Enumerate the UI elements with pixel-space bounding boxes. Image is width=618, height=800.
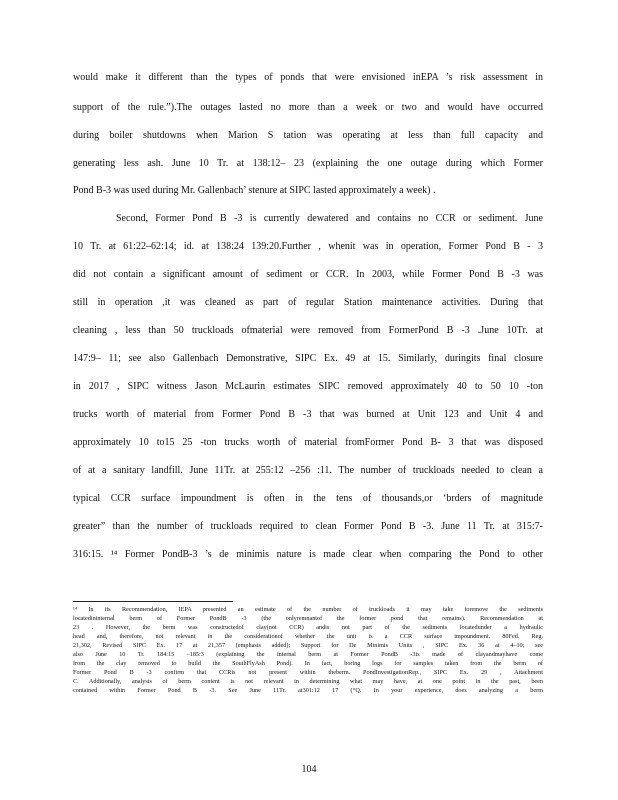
footnote-line: contained within Former Pond B -3. See June 11Tr. at301:12 17 (“Q. In your experience, does analyzing a berm bbox=[73, 687, 543, 694]
body-line: Second, Former Pond B -3 is currently dewatered and contains no CCR or sediment. June bbox=[116, 213, 543, 224]
body-line: cleaning , less than 50 truckloads ofmaterial were removed from FormerPond B -3 .June 10Tr. at bbox=[73, 325, 543, 336]
footnote-line: Former Pond B -3 confirm that CCRis not present within theberm. PondInvestigationRep., SIPC Ex. 29 , Attachment bbox=[73, 669, 543, 676]
footnote-line: 21,302, Revised SIPC Ex. 17 at 21,357 (emphasis added); Support for De Minimis Units , SIPC Ex. 36 at 4–10; see bbox=[73, 642, 543, 649]
body-line: trucks worth of material from Former Pond B -3 that was burned at Unit 123 and Unit 4 and bbox=[73, 409, 543, 420]
body-line: of at a sanitary landfill. June 11Tr. at 255:12 –256 :11. The number of truckloads needed to clean a bbox=[73, 465, 543, 476]
body-line: would make it different than the types of ponds that were envisioned inEPA ’s risk assessment in bbox=[73, 72, 543, 83]
footnote-line: head and, therefore, not relevant in the considerationof whether the unit is a CCR surface impoundment. 80Fed. Reg. bbox=[73, 633, 543, 640]
body-line: approximately 10 to15 25 -ton trucks worth of material fromFormer Pond B- 3 that was disposed bbox=[73, 437, 543, 448]
body-line: during boiler shutdowns when Marion S tation was operating at less than full capacity and bbox=[73, 130, 543, 141]
body-line: support of the rule.”).The outages lasted no more than a week or two and would have occurred bbox=[73, 102, 543, 113]
body-line: 316:15. ¹⁴ Former PondB-3 ’s de minimis nature is made clear when comparing the Pond to other bbox=[73, 549, 543, 560]
footnote-line: from the clay removed to build the SouthFlyAsh Pond). In fact, boring logs for samples taken from the berm of bbox=[73, 660, 543, 667]
body-line: in 2017 , SIPC witness Jason McLaurin estimates SIPC removed approximately 40 to 50 10 -ton bbox=[73, 381, 543, 392]
body-line: Pond B-3 was used during Mr. Gallenbach’ stenure at SIPC lasted approximately a week) . bbox=[73, 185, 436, 196]
footnote-line: also June 10 Tr. 184:15 –185:3 (explaining the internal berm at Former PondB -3is made of clayandmayhave come bbox=[73, 651, 543, 658]
footnote-line: 23 . However, the berm was constructedof clay(not CCR) andis not part of the sediments locatedunder a hydraulic bbox=[73, 624, 543, 631]
body-line: 147:9– 11; see also Gallenbach Demonstrative, SIPC Ex. 49 at 15. Similarly, duringits final closure bbox=[73, 353, 543, 364]
body-line: typical CCR surface impoundment is often in the tens of thousands,or ‘brders of magnitude bbox=[73, 493, 543, 504]
body-line: generating less ash. June 10 Tr. at 138:12– 23 (explaining the one outage during which Former bbox=[73, 158, 543, 169]
page-number: 104 bbox=[301, 764, 317, 775]
body-line: 10 Tr. at 61:22–62:14; id. at 138:24 139:20.Further , whenit was in operation, Former Pond B - 3 bbox=[73, 241, 543, 252]
body-line: still in operation ,it was cleaned as part of regular Station maintenance activities. During that bbox=[73, 297, 543, 308]
footnote-divider bbox=[73, 601, 233, 602]
footnote-line: ¹⁴ In its Recommendation, IEPA presented an estimate of the number of truckloads it may take toremove the sediments bbox=[73, 606, 543, 613]
footnote-line: locatedininternal berm of Former PondB -3 (the onlyremnantof the former pond that remains). Recommendation at bbox=[73, 615, 543, 622]
body-line: greater” than the number of truckloads required to clean Former Pond B -3. June 11 Tr. at 315:7- bbox=[73, 521, 543, 532]
footnote-line: C. Additionally, analysis of berm content is not relevant in determining what may have, at one point in the past, been bbox=[73, 678, 543, 685]
body-line: did not contain a significant amount of sediment or CCR. In 2003, while Former Pond B -3 was bbox=[73, 269, 543, 280]
